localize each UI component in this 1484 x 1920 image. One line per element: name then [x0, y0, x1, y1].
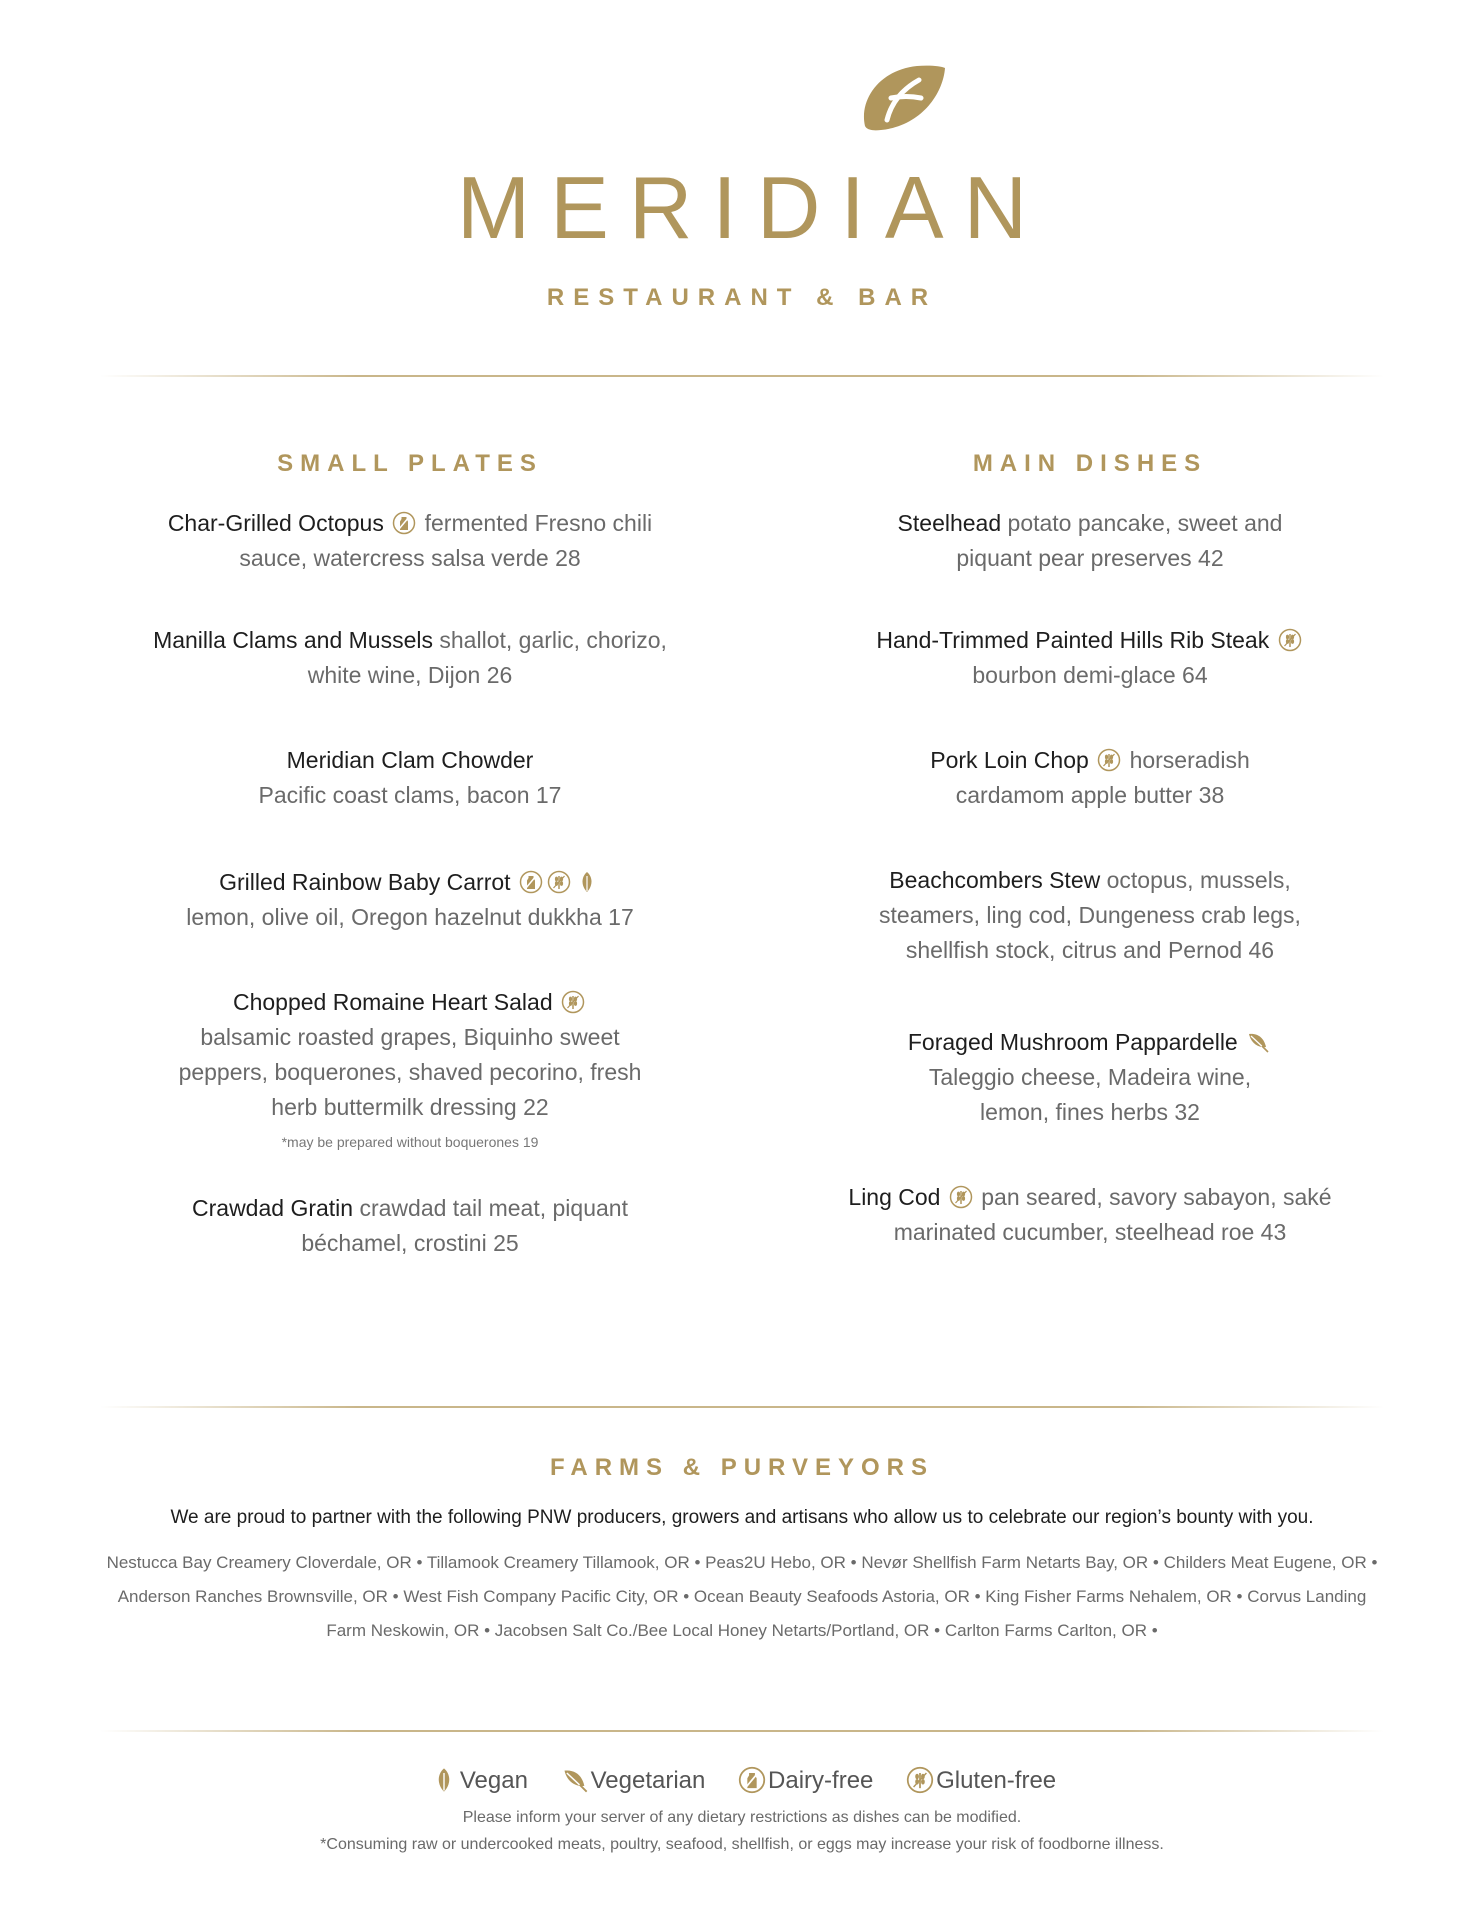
- dairy-free-icon: [738, 1766, 766, 1794]
- item-name: Pork Loin Chop: [930, 747, 1089, 773]
- middle-divider: [100, 1406, 1384, 1408]
- item-description: balsamic roasted grapes, Biquinho sweet peppers, boquerones, shaved pecorino, fresh herb buttermilk dressing 22: [178, 1024, 642, 1120]
- dietary-notice: Please inform your server of any dietary restrictions as dishes can be modified.: [462, 1809, 1022, 1826]
- menu-item: [150, 865, 670, 935]
- vegan-icon: [575, 870, 599, 894]
- legend-vegan: [428, 1766, 528, 1796]
- menu-item: [150, 743, 670, 813]
- item-name: Chopped Romaine Heart Salad: [232, 989, 553, 1015]
- gluten-free-icon: [561, 990, 585, 1014]
- dairy-free-icon: [519, 870, 543, 894]
- small-plates-title: SMALL PLATES: [277, 450, 543, 477]
- menu-item: [150, 506, 670, 576]
- restaurant-name: MERIDIAN: [456, 158, 1048, 257]
- menu-item: [170, 985, 650, 1151]
- legend-dairy-free: [736, 1766, 873, 1796]
- gluten-free-icon: [949, 1185, 973, 1209]
- legend-label: Vegetarian: [590, 1767, 706, 1794]
- legend-label: Dairy-free: [768, 1767, 874, 1794]
- item-description: bourbon demi-glace 64: [972, 662, 1208, 688]
- legend-vegetarian: [559, 1766, 706, 1796]
- menu-item: [850, 863, 1330, 968]
- gluten-free-icon: [1278, 628, 1302, 652]
- legend-label: Gluten-free: [936, 1767, 1057, 1794]
- vegetarian-icon: [561, 1766, 589, 1794]
- item-name: Manilla Clams and Mussels: [153, 627, 433, 653]
- item-description: fermented Fresno chili sauce, watercress salsa verde 28: [239, 510, 653, 571]
- food-safety-notice: *Consuming raw or undercooked meats, poultry, seafood, shellfish, or eggs may increase your risk of foodborne illness.: [320, 1836, 1164, 1853]
- legend-gluten-free: [904, 1766, 1056, 1796]
- item-name: Grilled Rainbow Baby Carrot: [219, 869, 511, 895]
- item-note: *may be prepared without boquerones 19: [281, 1134, 539, 1150]
- item-name: Beachcombers Stew: [889, 867, 1101, 893]
- item-description: octopus, mussels, steamers, ling cod, Dungeness crab legs, shellfish stock, citrus and Pernod 46: [879, 867, 1301, 963]
- item-description: shallot, garlic, chorizo, white wine, Dijon 26: [307, 627, 667, 688]
- leaf-logo-icon: [857, 60, 947, 134]
- restaurant-tagline: RESTAURANT & BAR: [546, 284, 938, 311]
- small-plates-section: [120, 452, 700, 1261]
- legend-label: Vegan: [459, 1767, 528, 1794]
- vegetarian-icon: [1246, 1030, 1270, 1054]
- dairy-free-icon: [392, 511, 416, 535]
- item-description: pan seared, savory sabayon, saké marinated cucumber, steelhead roe 43: [893, 1184, 1332, 1245]
- item-description: potato pancake, sweet and piquant pear preserves 42: [956, 510, 1283, 571]
- menu-item: [830, 1180, 1350, 1250]
- top-divider: [100, 375, 1384, 377]
- menu-item: [150, 623, 670, 693]
- item-name: Crawdad Gratin: [192, 1195, 354, 1221]
- menu-item: [180, 1191, 640, 1261]
- dietary-legend: [0, 1766, 1484, 1796]
- menu-item: [880, 743, 1300, 813]
- main-dishes-title: MAIN DISHES: [972, 450, 1208, 477]
- item-name: Steelhead: [897, 510, 1002, 536]
- gluten-free-icon: [906, 1766, 934, 1794]
- menu-item: [810, 623, 1370, 693]
- vegan-icon: [430, 1766, 458, 1794]
- item-name: Char-Grilled Octopus: [167, 510, 384, 536]
- item-description: Taleggio cheese, Madeira wine, lemon, fines herbs 32: [928, 1064, 1252, 1125]
- menu-item: [890, 506, 1290, 576]
- item-description: crawdad tail meat, piquant béchamel, crostini 25: [301, 1195, 628, 1256]
- item-description: Pacific coast clams, bacon 17: [258, 782, 562, 808]
- farms-list: Nestucca Bay Creamery Cloverdale, OR • Tillamook Creamery Tillamook, OR • Peas2U Hebo, OR • Nevør Shellfish Farm Netarts Bay, OR • Childers Meat Eugene, OR • Anderson Ranches Brownsville, OR • West Fish Company Pacific City, OR • Ocean Beauty Seafoods Astoria, OR • King Fisher Farms Nehalem, OR • Corvus Landing Farm Neskowin, OR • Jacobsen Salt Co./Bee Local Honey Netarts/Portland, OR • Carlton Farms Carlton, OR •: [106, 1553, 1378, 1640]
- menu-item: [830, 1025, 1350, 1130]
- farms-intro: We are proud to partner with the following PNW producers, growers and artisans who allow us to celebrate our region’s bounty with you.: [170, 1507, 1314, 1528]
- item-name: Meridian Clam Chowder: [286, 747, 534, 773]
- item-description: lemon, olive oil, Oregon hazelnut dukkha 17: [186, 904, 634, 930]
- item-name: Ling Cod: [848, 1184, 941, 1210]
- item-description: horseradish cardamom apple butter 38: [955, 747, 1250, 808]
- item-name: Hand-Trimmed Painted Hills Rib Steak: [876, 627, 1270, 653]
- item-name: Foraged Mushroom Pappardelle: [907, 1029, 1238, 1055]
- main-dishes-section: [800, 452, 1380, 1250]
- bottom-divider: [100, 1730, 1384, 1732]
- gluten-free-icon: [1097, 748, 1121, 772]
- gluten-free-icon: [547, 870, 571, 894]
- farms-title: FARMS & PURVEYORS: [550, 1454, 934, 1481]
